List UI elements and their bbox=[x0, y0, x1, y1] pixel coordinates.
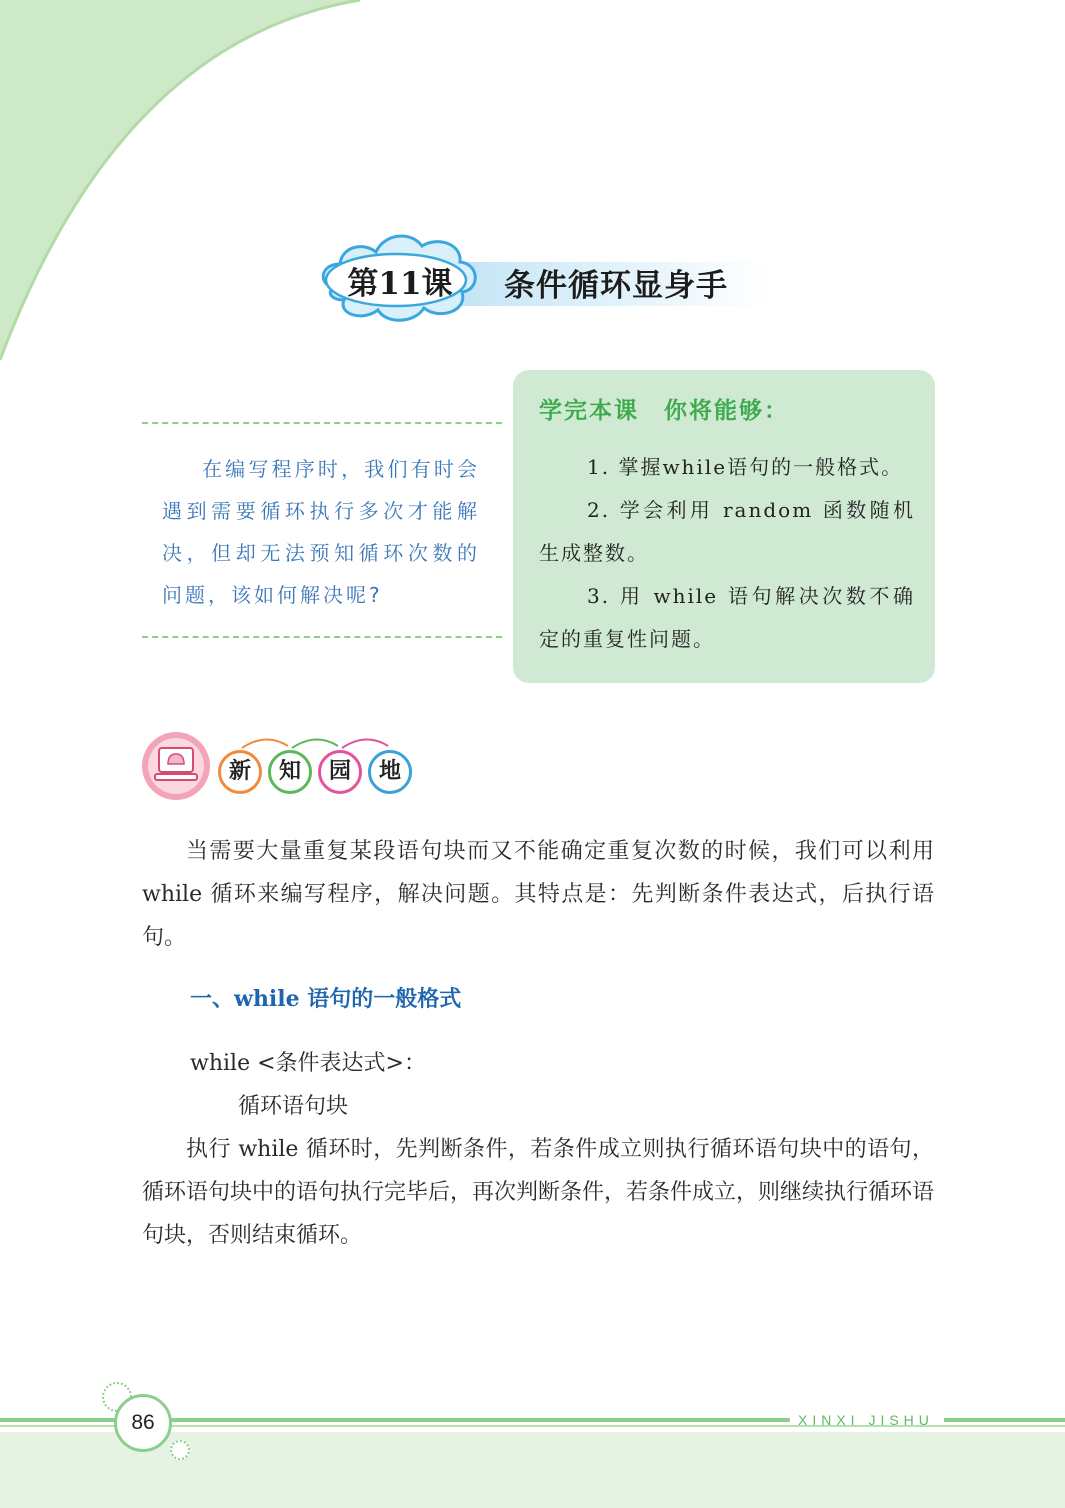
learning-goals-title: 学完本课 你将能够： bbox=[539, 398, 789, 424]
section-subheading: 一、while 语句的一般格式 bbox=[190, 986, 462, 1012]
lesson-title: 条件循环显身手 bbox=[504, 268, 728, 304]
code-line-while: while <条件表达式>： bbox=[190, 1051, 426, 1076]
section-badge bbox=[142, 730, 422, 802]
body-paragraph-1: 当需要大量重复某段语句块而又不能确定重复次数的时候，我们可以利用 while 循环来编写程序，解决问题。其特点是：先判断条件表达式，后执行语句。 bbox=[142, 839, 934, 950]
badge-char-di: 地 bbox=[368, 750, 412, 794]
footer-text: XINXI JISHU bbox=[798, 1412, 934, 1428]
lesson-header bbox=[318, 228, 768, 328]
learning-goals-box bbox=[513, 370, 935, 683]
goal-item: 2. 学会利用 random 函数随机生成整数。 bbox=[539, 498, 915, 565]
code-line-block: 循环语句块 bbox=[238, 1094, 349, 1119]
intro-question-box bbox=[142, 422, 502, 638]
body-paragraph-2: 执行 while 循环时，先判断条件，若条件成立则执行循环语句块中的语句，循环语句块中的语句执行完毕后，再次判断条件，若条件成立，则继续执行循环语句块，否则结束循环。 bbox=[142, 1137, 935, 1248]
badge-char-xin: 新 bbox=[218, 750, 262, 794]
badge-char-zhi: 知 bbox=[268, 750, 312, 794]
goal-item: 1. 掌握while语句的一般格式。 bbox=[587, 455, 904, 479]
badge-char-yuan: 园 bbox=[318, 750, 362, 794]
goal-item: 3. 用 while 语句解决次数不确定的重复性问题。 bbox=[539, 584, 915, 651]
page-number: 86 bbox=[114, 1394, 172, 1452]
learning-goals-list bbox=[539, 446, 915, 661]
intro-question-text: 在编写程序时，我们有时会遇到需要循环执行多次才能解决，但却无法预知循环次数的问题，该如何解决呢? bbox=[162, 457, 480, 607]
lesson-number: 第11课 bbox=[347, 266, 453, 302]
footer-divider bbox=[944, 1418, 1065, 1422]
dot-circle-decoration bbox=[170, 1440, 190, 1460]
